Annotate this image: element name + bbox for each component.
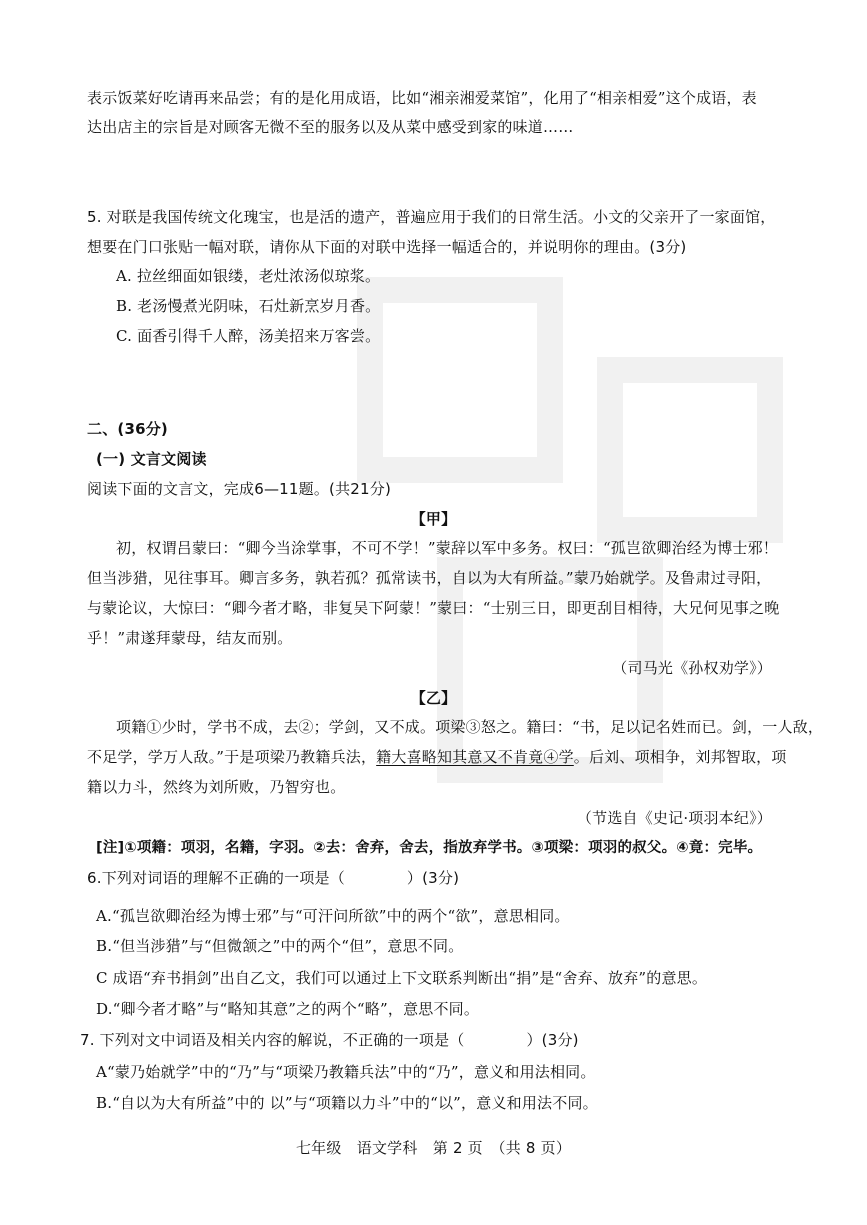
passage-jia-line-4: 乎！”肃遂拜蒙母，结友而别。 [87, 629, 293, 647]
intro-line-2: 达出店主的宗旨是对顾客无微不至的服务以及从菜中感受到家的味道…… [87, 118, 574, 136]
q5-stem-line-1: 5. 对联是我国传统文化瑰宝，也是活的遗产，普遍应用于我们的日常生活。小文的父亲开了一家面馆， [87, 208, 776, 226]
passage-yi-line-2-before: 不足学，学万人敌。”于是项梁乃教籍兵法， [87, 748, 377, 766]
passage-yi-underlined-sentence: 籍大喜略知其意又不肯竟④学 [376, 748, 574, 766]
passage-yi-line-2-after: 。后刘、项相争，刘邦智取，项 [573, 748, 787, 766]
q7-option-a: A“蒙乃始就学”中的“乃”与“项梁乃教籍兵法”中的“乃”，意义和用法相同。 [96, 1063, 596, 1081]
passage-jia-line-2: 但当涉猎，见往事耳。卿言多务，孰若孤？孤常读书，自以为大有所益。”蒙乃始就学。及鲁肃过寻阳， [87, 569, 772, 587]
passage-jia-line-1: 初，权谓吕蒙曰：“卿今当涂掌事，不可不学！”蒙辞以军中多务。权曰：“孤岂欲卿治经为博士邪！ [116, 539, 779, 557]
q7-option-b: B.“自以为大有所益”中的 以”与“项籍以力斗”中的“以”，意义和用法不同。 [96, 1094, 598, 1112]
section-2-subtitle: (一) 文言文阅读 [96, 450, 207, 468]
q5-stem-line-2: 想要在门口张贴一幅对联，请你从下面的对联中选择一幅适合的，并说明你的理由。(3分) [87, 238, 687, 256]
q6-option-b: B.“但当涉猎”与“但微颔之”中的两个“但”，意思不同。 [96, 937, 464, 955]
section-2-title: 二、(36分) [87, 420, 168, 438]
passage-yi-heading: 【乙】 [410, 689, 457, 707]
q6-option-a: A.“孤岂欲卿治经为博士邪”与“可汗问所欲”中的两个“欲”，意思相同。 [96, 907, 570, 925]
passage-yi-source: （节选自《史记·项羽本纪》） [576, 809, 772, 827]
q6-stem-score: ）(3分) [406, 869, 460, 887]
passage-jia-line-3: 与蒙论议，大惊曰：“卿今者才略，非复吴下阿蒙！”蒙曰：“士别三日，即更刮目相待，大兄何见事之晚 [87, 599, 780, 617]
section-2-instruction: 阅读下面的文言文，完成6—11题。(共21分) [87, 480, 392, 498]
q6-stem-text: 6.下列对词语的理解不正确的一项是（ [87, 869, 345, 887]
q6-stem [87, 868, 459, 888]
q5-option-a: A. 拉丝细面如银缕，老灶浓汤似琼浆。 [116, 267, 381, 285]
q7-stem [80, 1030, 579, 1050]
passage-yi-line-3: 籍以力斗，然终为刘所败，乃智穷也。 [87, 778, 346, 796]
q6-option-d: D.“卿今者才略”与“略知其意”之的两个“略”，意思不同。 [96, 1000, 480, 1018]
passage-jia-heading: 【甲】 [410, 510, 457, 528]
q6-option-c: C 成语“弃书捐剑”出自乙文，我们可以通过上下文联系判断出“捐”是“舍弃、放弃”的意思。 [96, 969, 708, 987]
page-footer: 七年级 语文学科 第 2 页 （共 8 页） [295, 1139, 572, 1157]
annotation-note: [注]①项籍：项羽，名籍，字羽。②去：舍弃，舍去，指放弃学书。③项梁：项羽的叔父。④竟：完毕。 [96, 840, 763, 856]
q5-option-b: B. 老汤慢煮光阴味，石灶新烹岁月香。 [116, 297, 381, 315]
intro-line-1: 表示饭菜好吃请再来品尝；有的是化用成语，比如“湘亲湘爱菜馆”，化用了“相亲相爱”这个成语，表 [87, 89, 757, 107]
passage-yi-line-1: 项籍①少时，学书不成，去②；学剑，又不成。项梁③怒之。籍曰：“书，足以记名姓而已。剑，一人敌， [116, 718, 824, 736]
passage-jia-source: （司马光《孙权劝学》） [612, 659, 772, 677]
q7-stem-score: ）(3分) [526, 1031, 579, 1049]
q7-stem-text: 7. 下列对文中词语及相关内容的解说，不正确的一项是（ [80, 1031, 465, 1049]
passage-yi-line-2 [87, 747, 787, 767]
q5-option-c: C. 面香引得千人醉，汤美招来万客尝。 [116, 327, 381, 345]
